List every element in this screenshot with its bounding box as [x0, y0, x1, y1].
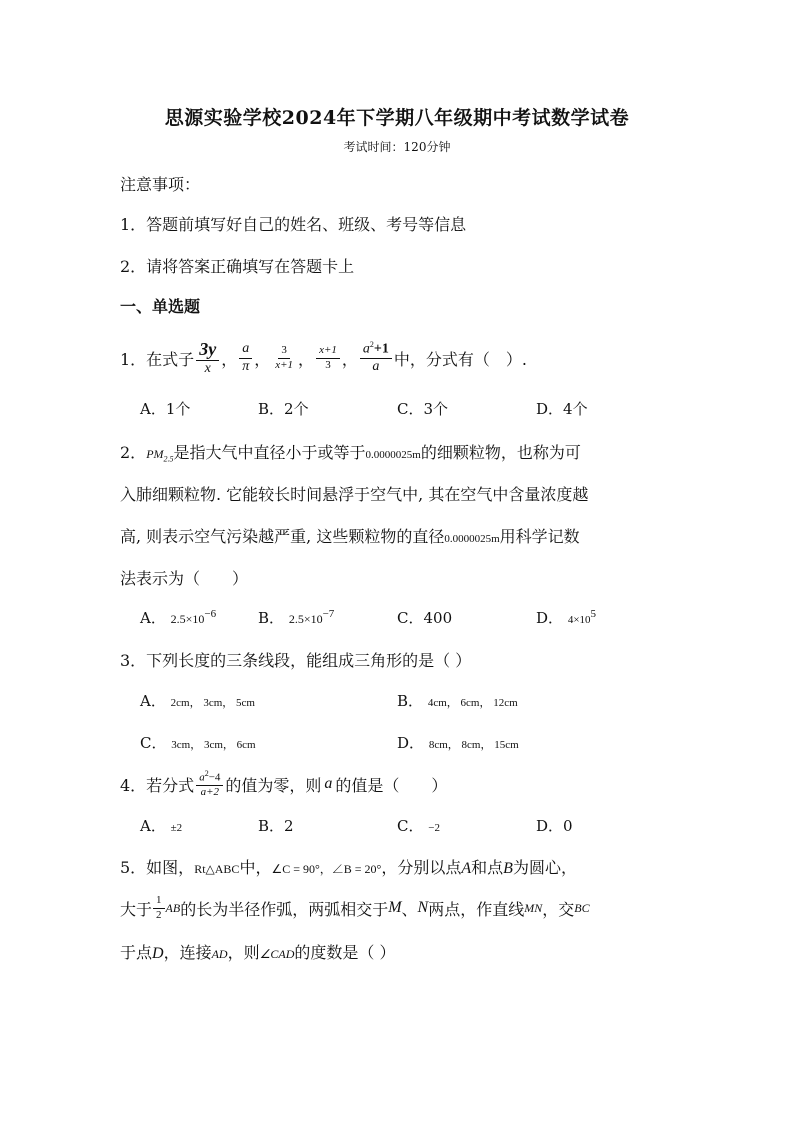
q1-f2-den: π — [242, 358, 250, 374]
q1-f4-num: x+1 — [316, 345, 340, 359]
q4-option-a[interactable]: A． ±2 — [140, 817, 183, 835]
q1-fraction-3 — [272, 345, 296, 371]
q3-option-a[interactable]: A． 2cm， 3cm， 5cm — [140, 692, 255, 710]
q1-fraction-5 — [360, 341, 392, 375]
question-2-line-1: 2．$PM_{2.5}$是指大气中直径小于或等于0.0000025m的细颗粒物，也称为可 — [120, 443, 581, 464]
question-5-line-3: 于点D，连接AD，则∠CAD的度数是（ ） — [120, 943, 396, 962]
question-5-line-1: 5．如图，Rt△ABC中，∠C = 90°，∠B = 20°，分别以点A和点B为圆心， — [120, 858, 577, 877]
q2-option-a[interactable]: A． $2.5\times 10^{-6}$ — [140, 608, 217, 627]
note-item-1: 1．答题前填写好自己的姓名、班级、考号等信息 — [120, 215, 467, 234]
q5-half-fraction: $\frac{1}{2}$ — [153, 895, 165, 921]
q3-option-b[interactable]: B． 4cm， 6cm， 12cm — [397, 692, 518, 710]
q1-option-d[interactable]: D．4个 — [536, 400, 588, 418]
q1-f5-num: $a^2+1$ — [360, 341, 392, 359]
q1-sep-1: ， — [221, 349, 238, 369]
question-5-line-2: 大于 $\frac{1}{2}$ AB 的长为半径作弧，两弧相交于 M 、 N 两点，作直线 MN ，交 BC — [120, 893, 590, 921]
question-4: 4．若分式 $\frac{a^2-4}{a+2}$ 的值为零，则 a 的值是（ ） — [120, 768, 448, 798]
q1-tail: 中，分式有（ ）. — [393, 349, 527, 369]
q1-f3-den: x+1 — [275, 358, 294, 371]
q1-f1-den: x — [204, 360, 211, 376]
q2-option-b[interactable]: B． $2.5\times 10^{-7}$ — [258, 608, 335, 627]
q1-fraction-1 — [196, 340, 219, 377]
q1-f1-num: 3y — [196, 340, 219, 361]
q3-option-d[interactable]: D． 8cm， 8cm， 15cm — [397, 734, 519, 752]
q2-value-2: 0.0000025m — [444, 533, 500, 545]
q1-fraction-4 — [316, 345, 340, 371]
q4-option-b[interactable]: B．2 — [258, 817, 294, 835]
q1-option-c[interactable]: C．3个 — [397, 400, 449, 418]
exam-duration: 考试时间：120分钟 — [343, 140, 451, 154]
page-title: 思源实验学校2024年下学期八年级期中考试数学试卷 — [164, 107, 630, 129]
question-2-line-4: 法表示为（ ） — [120, 569, 249, 588]
q1-option-b[interactable]: B．2个 — [258, 400, 309, 418]
q2-value-1: 0.0000025m — [365, 449, 421, 461]
pm25-term: $PM_{2.5}$ — [146, 447, 174, 464]
note-item-2: 2．请将答案正确填写在答题卡上 — [120, 257, 355, 276]
q1-sep-4: ， — [341, 349, 358, 369]
q1-fraction-2 — [239, 342, 252, 374]
q1-option-a[interactable]: A．1个 — [140, 400, 191, 418]
q2-option-c[interactable]: C．400 — [397, 609, 453, 627]
question-2-line-3: 高, 则表示空气污染越严重, 这些颗粒物的直径0.0000025m用科学记数 — [120, 527, 580, 546]
question-2-line-2: 入肺细颗粒物. 它能较长时间悬浮于空气中, 其在空气中含量浓度越 — [120, 485, 589, 504]
q4-option-d[interactable]: D．0 — [536, 817, 573, 835]
q3-option-c[interactable]: C． 3cm， 3cm， 6cm — [140, 734, 256, 752]
q4-option-c[interactable]: C． −2 — [397, 817, 440, 835]
q1-f3-num: 3 — [278, 345, 290, 359]
q1-lead: 1．在式子 — [120, 349, 195, 369]
notes-heading: 注意事项： — [120, 175, 201, 194]
q1-sep-3: ， — [298, 349, 315, 369]
question-3: 3．下列长度的三条线段，能组成三角形的是（ ） — [120, 651, 472, 670]
q1-sep-2: ， — [254, 349, 271, 369]
q4-fraction: $\frac{a^2-4}{a+2}$ — [196, 770, 223, 799]
section-heading-single-choice: 一、单选题 — [120, 297, 201, 316]
q2-option-d[interactable]: D． $4\times 10^5$ — [536, 608, 597, 627]
q1-f4-den: 3 — [325, 358, 331, 371]
q1-f2-num: a — [239, 342, 252, 359]
q1-f5-den: a — [372, 359, 380, 375]
question-1 — [120, 332, 527, 384]
